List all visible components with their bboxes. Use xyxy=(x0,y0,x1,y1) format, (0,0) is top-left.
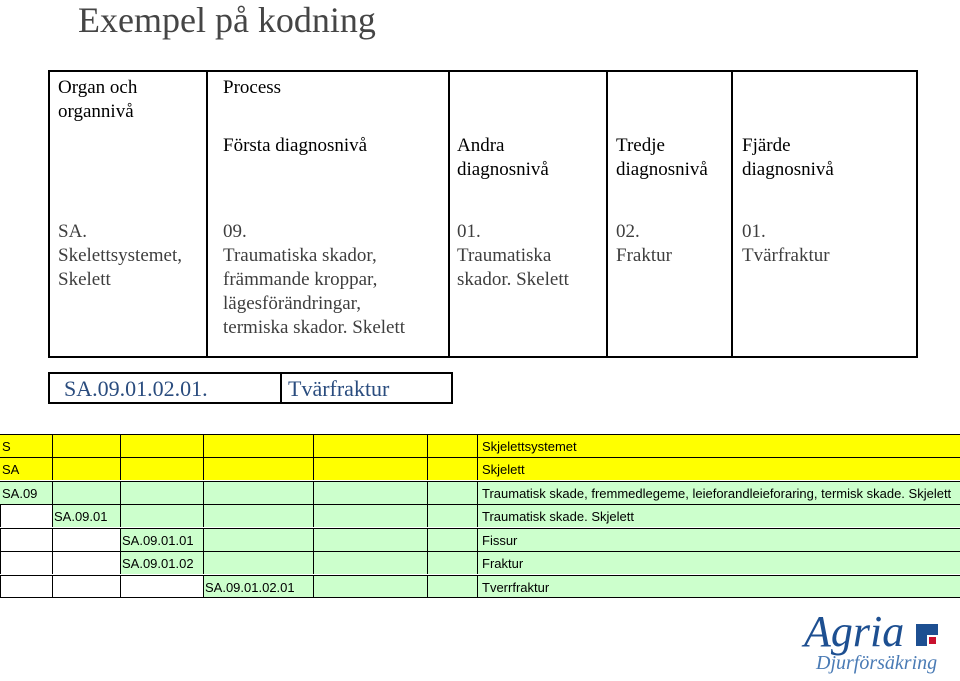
detail-cell xyxy=(427,482,477,504)
detail-cell xyxy=(120,458,203,480)
header-second-level: Andra diagnosnivå xyxy=(457,135,549,180)
logo-subtitle: Djurförsäkring xyxy=(816,652,938,674)
detail-cell xyxy=(313,505,427,527)
detail-description: Traumatisk skade, fremmedlegeme, leieforandleieforaring, termisk skade. Skjelett xyxy=(482,486,952,501)
detail-description: Tverrfraktur xyxy=(482,580,550,595)
detail-cell xyxy=(203,529,313,551)
detail-cell xyxy=(477,576,960,597)
detail-row xyxy=(0,481,960,504)
value-fourth-level: 01. Tvärfraktur xyxy=(742,221,830,266)
detail-cell xyxy=(120,576,203,597)
detail-description: Traumatisk skade. Skjelett xyxy=(482,509,634,524)
detail-code: SA.09.01.01 xyxy=(122,533,194,548)
detail-code: SA.09.01.02.01 xyxy=(205,580,295,595)
detail-description: Skjelett xyxy=(482,462,525,477)
detail-row xyxy=(0,575,960,598)
detail-cell xyxy=(0,552,52,574)
column-divider xyxy=(731,72,733,356)
code-example-name: Tvärfraktur xyxy=(288,376,390,401)
detail-cell xyxy=(477,552,960,574)
detail-description: Fissur xyxy=(482,533,518,548)
detail-cell xyxy=(203,482,313,504)
detail-description: Skjelettsystemet xyxy=(482,439,577,454)
detail-code: SA xyxy=(2,462,20,477)
detail-cell xyxy=(203,552,313,574)
detail-cell xyxy=(203,505,313,527)
page-title: Exempel på kodning xyxy=(78,0,376,40)
detail-cell xyxy=(313,529,427,551)
value-first-level: 09. Traumatiska skador, främmande kroppar, lägesförändringar, termiska skador. Skelett xyxy=(223,221,406,338)
header-fourth-level: Fjärde diagnosnivå xyxy=(742,135,834,180)
detail-cell xyxy=(52,482,120,504)
detail-cell xyxy=(120,435,203,457)
hierarchy-table xyxy=(48,70,918,358)
detail-row xyxy=(0,457,960,480)
detail-cell xyxy=(52,576,120,597)
detail-row xyxy=(0,551,960,574)
column-divider xyxy=(606,72,608,356)
column-divider xyxy=(448,72,450,356)
detail-cell xyxy=(313,435,427,457)
detail-row xyxy=(0,528,960,551)
detail-cell xyxy=(0,576,52,597)
detail-cell xyxy=(52,435,120,457)
detail-code: SA.09.01.02 xyxy=(122,556,194,571)
detail-cell xyxy=(313,576,427,597)
detail-cell xyxy=(203,458,313,480)
header-first-level: Första diagnosnivå xyxy=(223,135,368,156)
detail-cell xyxy=(52,529,120,551)
detail-cell xyxy=(427,576,477,597)
detail-cell xyxy=(427,435,477,457)
code-example-box xyxy=(48,372,453,404)
detail-cell xyxy=(313,552,427,574)
detail-cell xyxy=(427,505,477,527)
code-example-code: SA.09.01.02.01. xyxy=(64,376,208,401)
detail-code: S xyxy=(2,439,11,454)
detail-cell xyxy=(120,482,203,504)
header-process: Process xyxy=(223,77,282,98)
detail-cell xyxy=(0,505,52,527)
logo-mark-icon xyxy=(916,624,938,646)
header-organ: Organ och organnivå xyxy=(58,77,138,122)
detail-cell xyxy=(120,505,203,527)
detail-cell xyxy=(477,529,960,551)
detail-code: SA.09.01 xyxy=(54,509,108,524)
detail-cell xyxy=(427,529,477,551)
detail-row xyxy=(0,434,960,457)
value-second-level: 01. Traumatiska skador. Skelett xyxy=(457,221,569,290)
detail-cell xyxy=(52,552,120,574)
header-third-level: Tredje diagnosnivå xyxy=(616,135,708,180)
detail-cell xyxy=(427,458,477,480)
detail-cell xyxy=(313,458,427,480)
detail-cell xyxy=(52,458,120,480)
detail-cell xyxy=(313,482,427,504)
value-organ: SA. Skelettsystemet, Skelett xyxy=(58,221,183,290)
detail-cell xyxy=(427,552,477,574)
detail-description: Fraktur xyxy=(482,556,524,571)
agria-logo xyxy=(800,607,950,680)
detail-cell xyxy=(477,458,960,480)
detail-code: SA.09 xyxy=(2,486,38,501)
detail-cell xyxy=(0,529,52,551)
logo-brand: Agria xyxy=(804,607,905,656)
code-example-divider xyxy=(280,374,282,402)
detail-row xyxy=(0,504,960,527)
value-third-level: 02. Fraktur xyxy=(616,221,672,266)
detail-cell xyxy=(203,435,313,457)
column-divider xyxy=(206,72,208,356)
